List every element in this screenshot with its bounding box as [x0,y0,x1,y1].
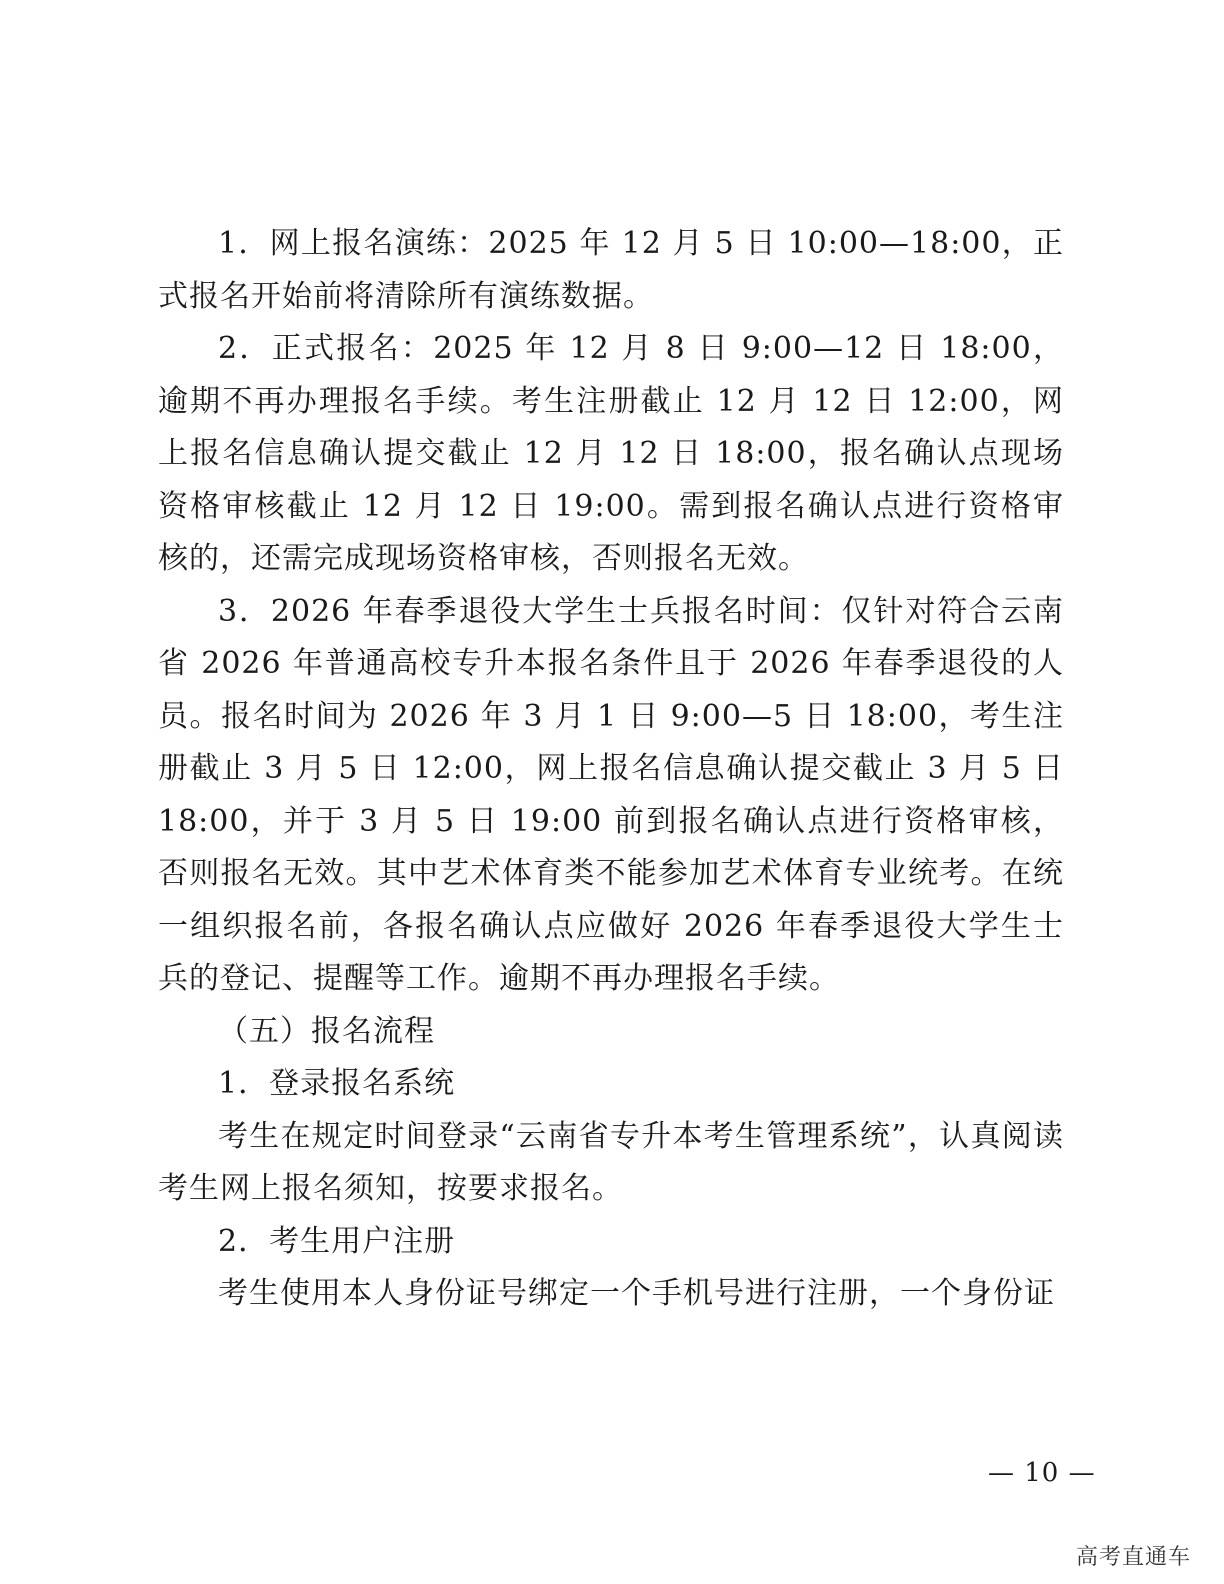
subheading-user-registration: 2．考生用户注册 [218,1223,456,1259]
page-number: — 10 — [988,1458,1096,1488]
subheading-login-system: 1．登录报名系统 [218,1066,456,1101]
document-body [158,218,1064,1321]
section-heading-registration-process: （五）报名流程 [218,1013,435,1049]
paragraph-veteran-registration-time: 3．2026 年春季退役大学生士兵报名时间：仅针对符合云南省 2026 年普通高校专升本报名条件且于 2026 年春季退役的人员。报名时间为 2026 年 3 月 1 日 9:00—5 日 18:00，考生注册截止 3 月 5 日 12:00，网上报名信息确认提交截止 3 月 5 日 18:00，并于 3 月 5 日 19:00 前到报名确认点进行资格审核，否则报名无效。其中艺术体育类不能参加艺术体育专业统考。在统一组织报名前，各报名确认点应做好 2026 年春季退役大学生士兵的登记、提醒等工作。逾期不再办理报名手续。 [158,593,1064,996]
paragraph-formal-registration-time: 2．正式报名：2025 年 12 月 8 日 9:00—12 日 18:00，逾期不再办理报名手续。考生注册截止 12 月 12 日 12:00，网上报名信息确认提交截止 12 月 12 日 18:00，报名确认点现场资格审核截止 12 月 12 日 19:00。需到报名确认点进行资格审核的，还需完成现场资格审核，否则报名无效。 [158,331,1064,576]
paragraph-login-instructions: 考生在规定时间登录“云南省专升本考生管理系统”，认真阅读考生网上报名须知，按要求报名。 [158,1118,1064,1206]
paragraph-rehearsal-time: 1．网上报名演练：2025 年 12 月 5 日 10:00—18:00，正式报名开始前将清除所有演练数据。 [158,226,1064,314]
watermark-label: 高考直通车 [1076,1545,1192,1570]
paragraph-user-registration: 考生使用本人身份证号绑定一个手机号进行注册，一个身份证 [218,1276,1055,1311]
